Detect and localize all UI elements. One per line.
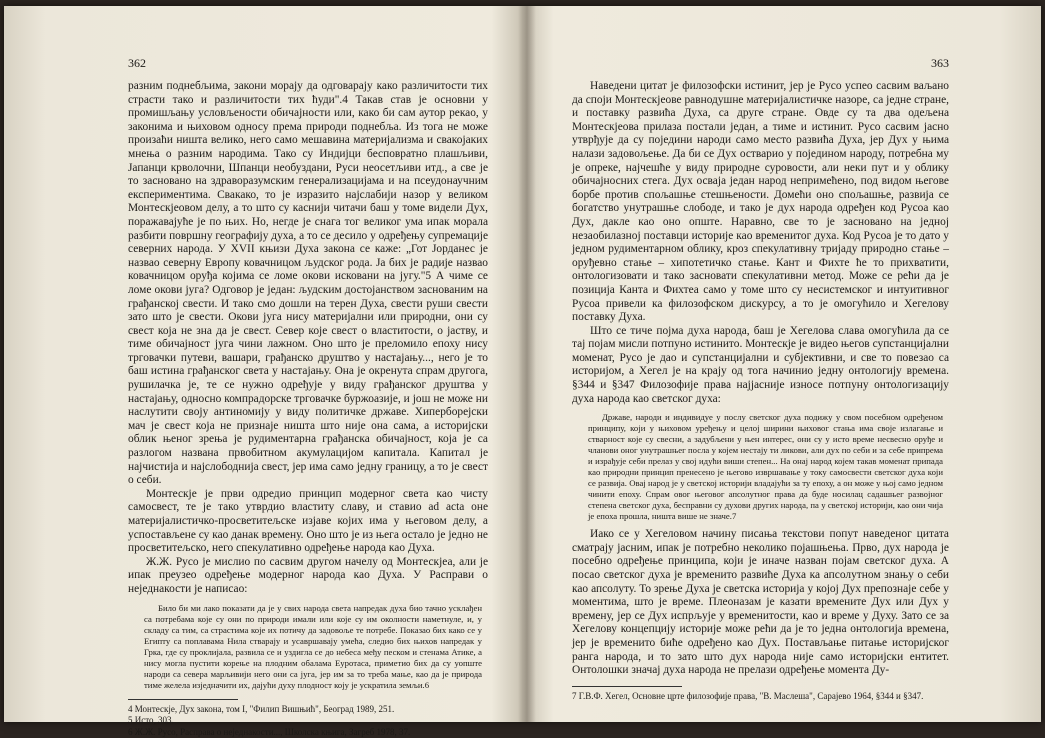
page-number-left: 362 (128, 56, 146, 70)
paragraph: Монтескје је први одредио принцип модерног света као чисту самосвест, те је тако утврдио властиту славу, и ставио ad acta оне материјалистичко-просветитељске изјаве којих има у његовом делу, а успостављене су као данак времену. Оно што је из њега остало је једно не просветитељско, него спекулативно одређење народа као Духа. (128, 487, 488, 555)
footnote-rule (572, 686, 682, 687)
footnotes-left (128, 704, 488, 738)
right-page (530, 6, 1041, 722)
paragraph: Иако се у Хегеловом начину писања текстови попут наведеног цитата сматрају јасним, ипак је потребно неколико појашњења. Прво, дух народа је посебно одређење принципа, који је иначе назван појам светског духа. А посао светског духа је временито развиће Духа ка апсолутном знању о себи као апсолуту. То зрење Духа је светска историја у којој Дух препознаје себе у моментима, што је време. Плеоназам је казати времените Дух или Дух у времену, јер се Дух испрљује у временитости, као и време у Духу. Зато се за Хегелову концепцију историје може рећи да је то једна онтологија времена, јер је временито биће одређено као Дух. Постављање питање историјског ранга народа, и то зато што дух народа није само историјски ентитет. Онтолошки значај духа народа не прелази одређење момента Ду- (572, 528, 949, 677)
footnote: 7 Г.В.Ф. Хегел, Основне црте филозофије права, "В. Маслеша", Сарајево 1964, §344 и §347. (572, 690, 924, 701)
left-page (4, 6, 524, 737)
footnote: 5 Исто, 303. (128, 715, 174, 726)
footnote-rule (128, 699, 238, 700)
footnotes-right (572, 691, 949, 703)
quote-text: Било би ми лако показати да је у свих народа света напредак духа био тачно усклађен са потребама које су они по природи имали или које су им околности наметнуле, и, у складу са тим, са страстима које их потичу да задовоље те потребе. Показао бих како се у Египту са поплавама Нила стварају и усавршавају умећа, следио бих њихов напредак у Грка, где су проклијала, развила се и уздигла се до небеса међу песком и стенама Атике, а нису могла пустити корење на плодним обалама Еуротаса, приметио бих да су уопште народи са севера марљивији него они са југа, јер им за то треба мање, као да је природа тиме желела изједначити их, дајући духу плодност коју је ускратила земљи.6 (144, 602, 482, 690)
footnote: 6 Ж.Ж. Русо, Расправа о неједнакости..., Школска књига, Загреб 1978, 37. (128, 726, 411, 737)
paragraph: Наведени цитат је филозофски истинит, јер је Русо успео сасвим ваљано да споји Монтескјеове равнодушне материјалистичке назоре, са једне стране, и поставку развића Духа, са друге стране. Овде су та два одељена Монтескјеова прилаза постали један, а тиме и истинит. Русо сасвим јасно утврђује да су поједини народи само место развића Духа, јер Дух у њима налази задовољење. Да би се Дух остварио у поједином народу, потребна му је опреке, најчешће у виду природне суровости, али неки пут и у облику обичајносних стега. Дух осваја један народ непримећено, под видом његове борбе против спољашње стешњености. Домећи оно спољашње, развија се богатство унутрашње слободе, и тако је дух народа одређен код Русоа као Дух, дакле као оно опште. Наравно, све то је засновано на једној незаобилазној поставци историје као временитог духа. Код Русоа је то дато у једном рудиментарном облику, кроз спекулативну тријаду природно стање – оруђевно стање – хипотетичко стање. Кант и Фихте ће то прихватити, онтологизовати и тако засновати спекулативни метод. Може се рећи да је позиција Канта и Фихтеа само у томе што су несистемског и интуитивног Русоа привели ка филозофском дискурсу, а то је омогућило и Хегелову поставку Духа. (572, 80, 949, 324)
block-quote-right (588, 412, 943, 522)
page-number-right: 363 (931, 56, 949, 70)
paragraph: разним поднебљима, закони морају да одговарају како различитости тих страсти тако и различитости тих ћуди".4 Такав став је основни у промишљању условљености обичајности или, како би сам аутор рекао, у законима и њиховом односу према природи поднебља. Из тога не може произаћи ништа велико, него само мешавина материјализма и свакојаких мнења о разним народима. Тако су Индијци бесповратно плашљиви, Јапанци крволочни, Шпанци необуздани, Руси неосетљиви итд., а све је то засновано на здраворазумским генерализацијама и на псеудонаучним експериментима. Свакако, то је изразито најслабији назор у великом Монтескјеовом делу, а то што су каснији читачи баш у томе видели Дух, поражавајуће је по њих. Но, негде је снага тог великог ума ипак морала разбити површну географију духа, а то се десило у одређењу супремације северних народа. У XVII књизи Духа закона се каже: „Гот Јорданес је назвао северну Европу ковачницом људског рода. Ја бих је радије назвао ковачницом оруђа којима се ломе окови исковани на југу."5 А чиме се ломе окови југа? Одговор је један: људским достојанством заснованим на грађанској свести. И тако смо дошли на терен Духа, свести руши свести зато што је свести. Окови југа нису материјални или природни, они су свест која не зна да је свест. Север које свест о властитости, о јаству, и тиме обичајност југа чини лажном. Оно што је преломило епоху нису трговачки путеви, вашари, грађанско друштво у настајању..., него је то баш истина грађанског света у настајању. Она је окренута спрам другога, рушилачка је, те се нужно одређује у виду грађанског друштва у настајању, односно компрадорске трговачке буржоазије, и још не може ни наслутити своју антиномију у виду политичке државе. Хиперборејски мач је свест која не признаје ништа што није она сама, а историјски облик њеног зрења је рудиментарна грађанска обичајност, која је са разлогом названа првобитном акумулацијом капитала. Капитал је најчистија и најслободнија свест, јер има само једну границу, а то је свест о себи. (128, 80, 488, 487)
paragraph: Што се тиче појма духа народа, баш је Хегелова слава омогућила да се тај појам мисли потпуно истинито. Монтескје је видео његов супстанцијални моменат, Русо је дао и супстанцијални и субјективни, и све то повезао са историјом, а Хегел је на крају од тога начинио једну онтологију времена. §344 и §347 Филозофије права најјасније износе потпуну онтологизацију духа народа као светског духа: (572, 324, 949, 405)
block-quote-left (144, 603, 482, 691)
book-spread (4, 6, 1041, 737)
footnote: 4 Монтескје, Дух закона, том I, "Филип Вишњић", Београд 1989, 251. (128, 703, 395, 714)
left-body (128, 80, 488, 597)
quote-text: Државе, народи и индивидуе у послу светског духа подижу у свом посебном одређеном принципу, који у њиховом уређењу и целој ширини њиховог стања има своје излагање и стварност које су свесни, а задубљени у њен интерес, они су у исто време несвесно оруђе и чланови оног унутрашњег посла у којем нестају ти ликови, али дух по себи и за себе припрема и израђује себи прелаз у свој идући виши степен... На онај народ којем такав моменат припада као природни принцип пренесено је његово извршавање у току самосвести светског духа који се развија. Овај народ је у светској историји владајући за ту епоху, а он може у њој само једном чинити епоху. Спрам овог његовог апсолутног права да буде носилац садашњег развојног степена светског духа, бесправни су духови других народа, па у светској историји, као они чија је епоха прошла, ништа више не значе.7 (588, 412, 943, 522)
right-body-after (572, 528, 949, 678)
right-body (572, 80, 949, 406)
paragraph: Ж.Ж. Русо је мислио по сасвим другом начелу од Монтескјеа, али је ипак преузео одређење модерног народа као Духа. У Расправи о неједнакости је написао: (128, 555, 488, 595)
